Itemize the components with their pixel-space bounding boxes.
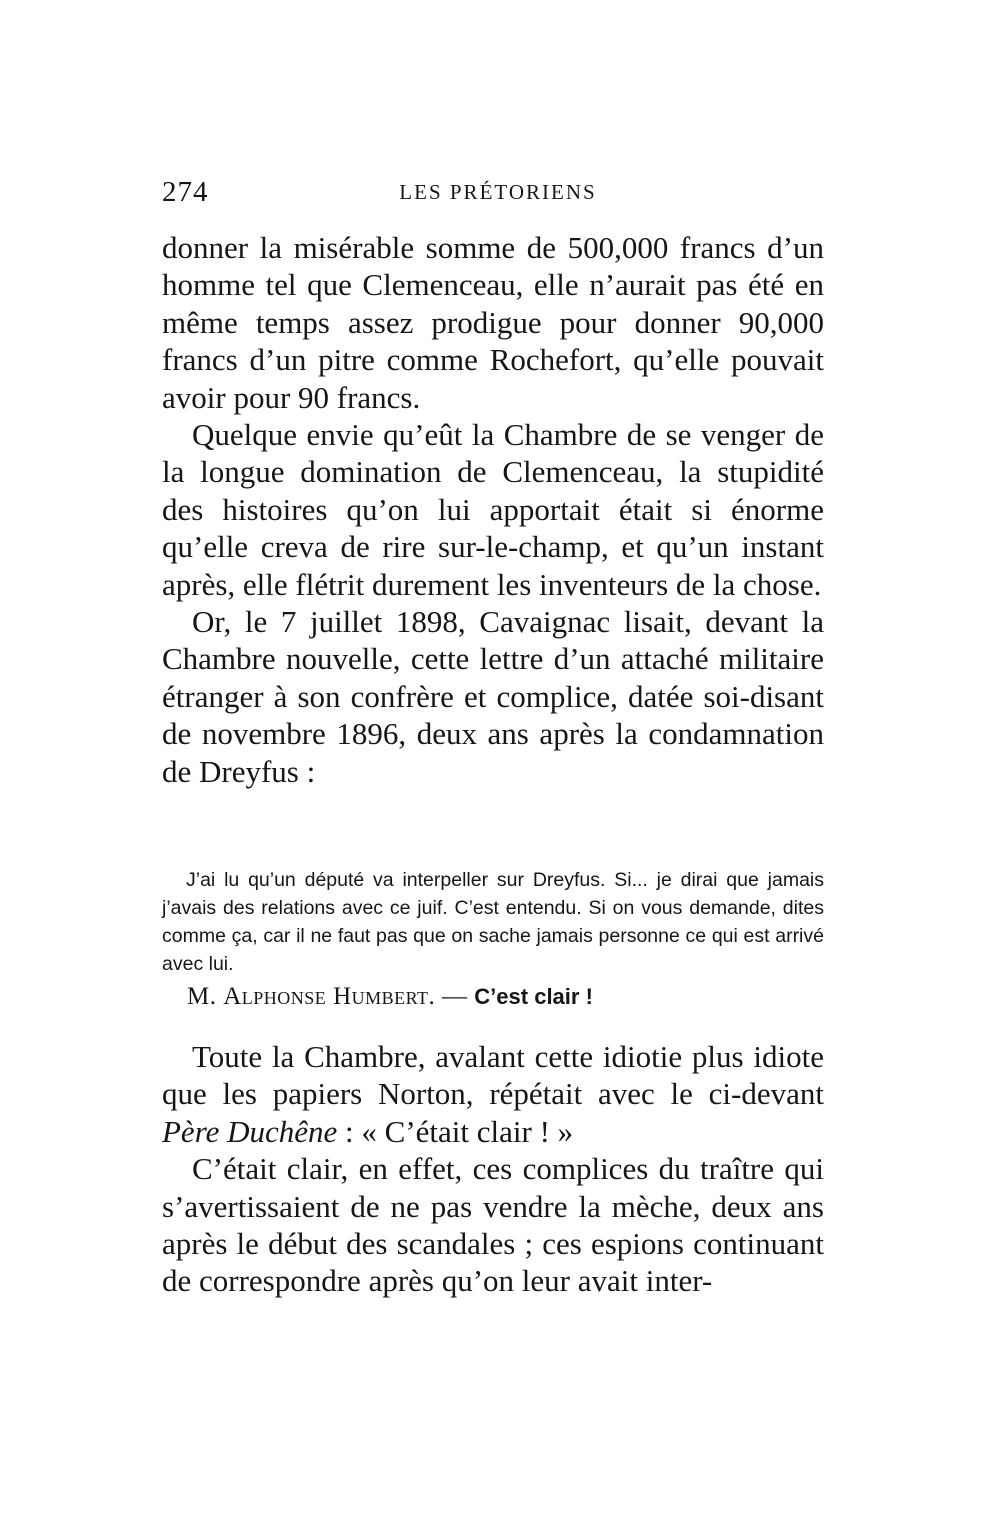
page-number: 274 <box>162 176 209 208</box>
body-text-upper <box>162 229 824 790</box>
speaker-dash: . — <box>428 983 475 1010</box>
paragraph: C’était clair, en effet, ces complices du traître qui s’avertissaient de ne pas vendre la mèche, deux ans après le début des scandales ; ces espions continuant de correspondre après qu’on leur avait inter- <box>162 1151 824 1299</box>
paragraph: Quelque envie qu’eût la Chambre de se venger de la longue domination de Clemenceau, la stupidité des histoires qu’on lui apportait était si énorme qu’elle creva de rire sur-le-champ, et qu’un instant après, elle flétrit durement les inventeurs de la chose. <box>162 417 824 602</box>
body-text-lower <box>162 1038 824 1300</box>
speaker-name <box>187 983 474 1010</box>
paragraph <box>162 1038 824 1150</box>
speaker-prefix: M. <box>187 983 224 1010</box>
speaker-first-name: Alphonse <box>223 983 327 1010</box>
paragraph-text: Toute la Chambre, avalant cette idiotie plus idiote que les papiers Norton, répétait avec le ci-devant <box>162 1039 824 1112</box>
quoted-letter-text: J’ai lu qu’un député va interpeller sur Dreyfus. Si... je dirai que jamais j’avais des relations avec ce juif. C’est entendu. Si on vous demande, dites comme ça, car il ne faut pas que on sache jamais personne ce qui est arrivé avec lui. <box>162 869 824 975</box>
quoted-letter <box>162 866 824 978</box>
running-header <box>162 176 822 210</box>
speaker-interjection <box>187 983 593 1011</box>
interjection-text: C’est clair ! <box>474 984 593 1009</box>
running-title: LES PRÉTORIENS <box>399 180 597 204</box>
italic-title: Père Duchêne <box>162 1113 338 1149</box>
paragraph: Or, le 7 juillet 1898, Cavaignac lisait, devant la Chambre nouvelle, cette lettre d’un attaché militaire étranger à son confrère et complice, datée soi-disant de novembre 1896, deux ans après la condamnation de Dreyfus : <box>162 604 824 789</box>
paragraph-text: : « C’était clair ! » <box>337 1113 574 1149</box>
speaker-last-name: Humbert <box>333 983 429 1010</box>
paragraph: donner la misérable somme de 500,000 francs d’un homme tel que Clemenceau, elle n’aurait pas été en même temps assez prodigue pour donner 90,000 francs d’un pitre comme Rochefort, qu’elle pouvait avoir pour 90 francs. <box>162 230 824 415</box>
